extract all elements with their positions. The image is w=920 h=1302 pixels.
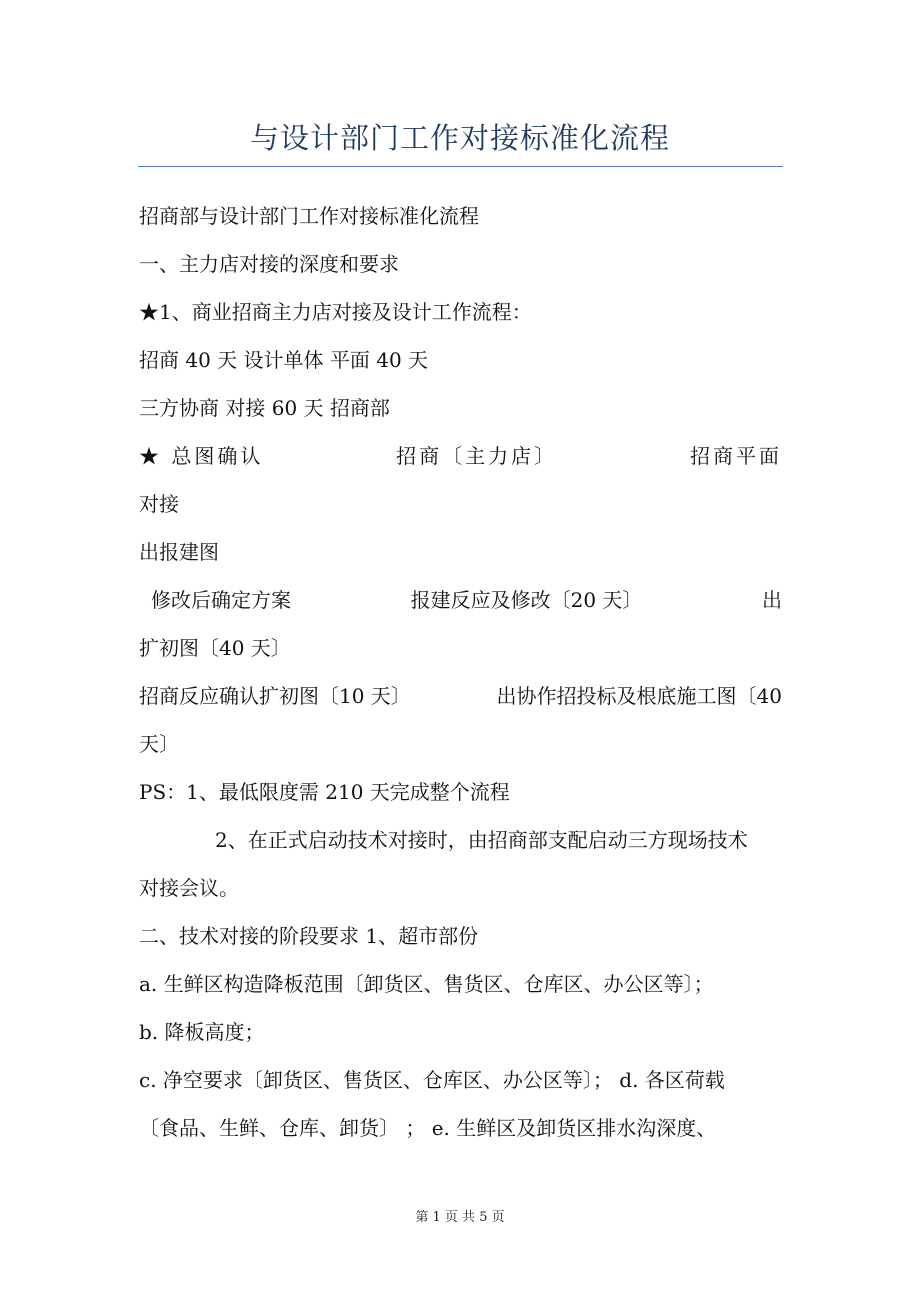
body-line: 对接会议。 bbox=[139, 876, 239, 900]
body-line: 出报建图 bbox=[139, 540, 219, 564]
flow-cell: 招商反应确认扩初图〔10 天〕 bbox=[139, 684, 411, 708]
body-line: ★1、商业招商主力店对接及设计工作流程： bbox=[139, 300, 532, 324]
body-line: 招商部与设计部门工作对接标准化流程 bbox=[139, 204, 479, 228]
flow-cell: 招商〔主力店〕 bbox=[396, 444, 558, 468]
flow-cell: ★ 总图确认 bbox=[139, 444, 264, 468]
body-line: 〔食品、生鲜、仓库、卸货〕 ； e. 生鲜区及卸货区排水沟深度、 bbox=[139, 1116, 717, 1140]
body-line: 招商 40 天 设计单体 平面 40 天 bbox=[139, 348, 429, 372]
body-line: 天〕 bbox=[139, 732, 179, 756]
flow-row-star bbox=[139, 434, 782, 482]
page-footer: 第 1 页 共 5 页 bbox=[415, 1210, 505, 1225]
section-heading: 一、主力店对接的深度和要求 bbox=[139, 252, 399, 276]
body-line: a. 生鲜区构造降板范围〔卸货区、售货区、仓库区、办公区等〕； bbox=[139, 972, 714, 996]
ps-note: PS：1、最低限度需 210 天完成整个流程 bbox=[139, 780, 510, 804]
flow-row-modify bbox=[139, 578, 782, 626]
body-line: c. 净空要求〔卸货区、售货区、仓库区、办公区等〕； d. 各区荷载 bbox=[139, 1068, 725, 1092]
flow-cell: 出 bbox=[762, 588, 782, 612]
flow-cell: 修改后确定方案 bbox=[151, 588, 291, 612]
title-divider bbox=[138, 166, 783, 167]
flow-cell: 出协作招投标及根底施工图〔40 bbox=[496, 684, 782, 708]
flow-row-confirm bbox=[139, 674, 782, 722]
body-line: 扩初图〔40 天〕 bbox=[139, 636, 291, 660]
body-line: b. 降板高度； bbox=[139, 1020, 265, 1044]
body-line: 对接 bbox=[139, 492, 179, 516]
document-body bbox=[139, 194, 782, 1154]
body-line: 三方协商 对接 60 天 招商部 bbox=[139, 396, 390, 420]
section-heading: 二、技术对接的阶段要求 1、超市部份 bbox=[139, 924, 479, 948]
ps-note-item: 2、在正式启动技术对接时，由招商部支配启动三方现场技术 bbox=[215, 828, 748, 852]
flow-cell: 报建反应及修改〔20 天〕 bbox=[410, 588, 643, 612]
document-title: 与设计部门工作对接标准化流程 bbox=[249, 121, 670, 155]
flow-cell: 招商平面 bbox=[689, 444, 782, 468]
